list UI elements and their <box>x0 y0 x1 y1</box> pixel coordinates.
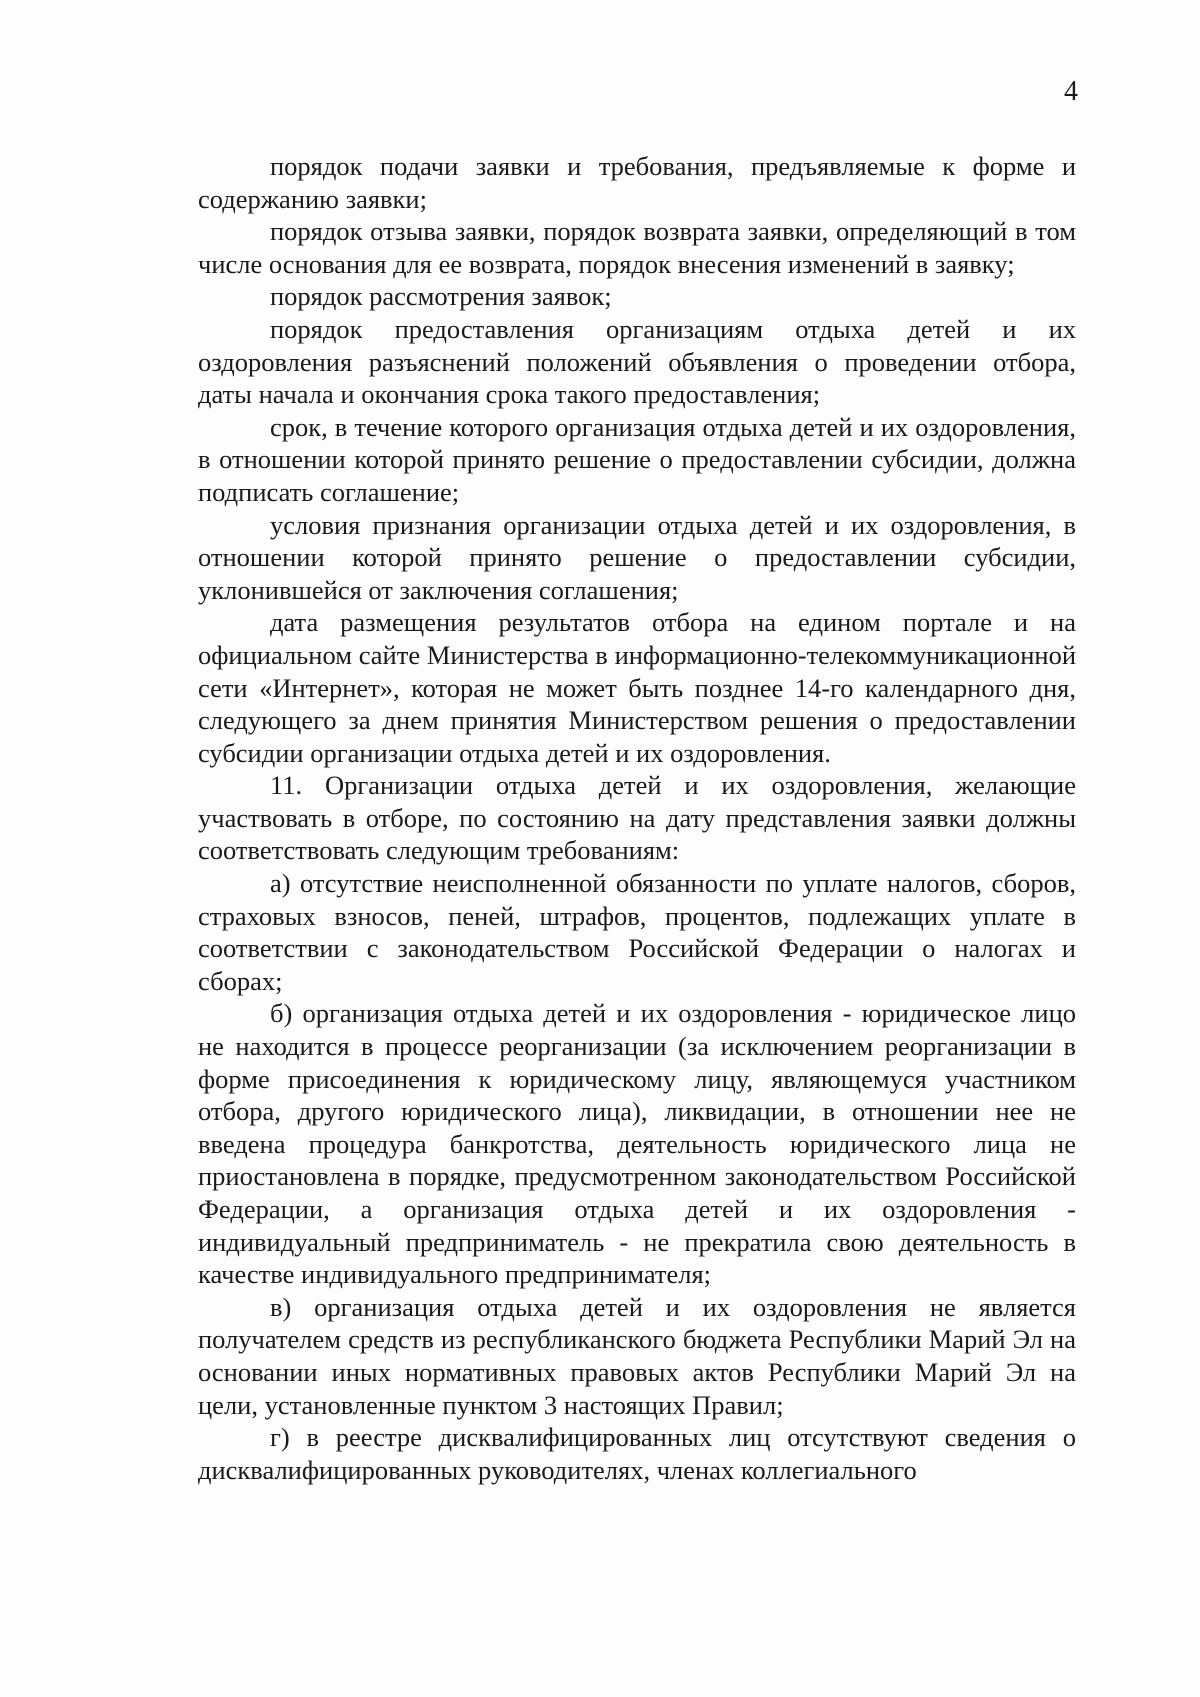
paragraph: г) в реестре дисквалифицированных лиц отсутствуют сведения о дисквалифицированных руководителях, членах коллегиального <box>198 1422 1076 1485</box>
paragraph: дата размещения результатов отбора на едином портале и на официальном сайте Министерства в информационно-телекоммуникационной сети «Интернет», которая не может быть позднее 14-го календарного дня, следующего за днем принятия Министерством решения о предоставлении субсидии организации отдыха детей и их оздоровления. <box>198 607 1076 768</box>
paragraph: порядок подачи заявки и требования, предъявляемые к форме и содержанию заявки; <box>198 151 1076 214</box>
page-number: 4 <box>1064 76 1078 107</box>
paragraph: порядок отзыва заявки, порядок возврата заявки, определяющий в том числе основания для ее возврата, порядок внесения изменений в заявку; <box>198 216 1076 279</box>
paragraph: 11. Организации отдыха детей и их оздоровления, желающие участвовать в отборе, по состоянию на дату представления заявки должны соответствовать следующим требованиям: <box>198 770 1076 866</box>
paragraph: порядок предоставления организациям отдыха детей и их оздоровления разъяснений положений объявления о проведении отбора, даты начала и окончания срока такого предоставления; <box>198 313 1076 410</box>
document-body <box>198 150 1076 1486</box>
paragraph: б) организация отдыха детей и их оздоровления - юридическое лицо не находится в процессе реорганизации (за исключением реорганизации в форме присоединения к юридическому лицу, являющемуся участником отбора, другого юридического лица), ликвидации, в отношении нее не введена процедура банкротства, деятельность юридического лица не приостановлена в порядке, предусмотренном законодательством Российской Федерации, а организация отдыха детей и их оздоровления - индивидуальный предприниматель - не прекратила свою деятельность в качестве индивидуального предпринимателя; <box>198 998 1076 1290</box>
paragraph: в) организация отдыха детей и их оздоровления не является получателем средств из республиканского бюджета Республики Марий Эл на основании иных нормативных правовых актов Республики Марий Эл на цели, установленные пунктом 3 настоящих Правил; <box>198 1291 1076 1420</box>
paragraph: порядок рассмотрения заявок; <box>270 281 612 312</box>
paragraph: условия признания организации отдыха детей и их оздоровления, в отношении которой принято решение о предоставлении субсидии, уклонившейся от заключения соглашения; <box>198 509 1076 605</box>
paragraph: а) отсутствие неисполненной обязанности по уплате налогов, сборов, страховых взносов, пеней, штрафов, процентов, подлежащих уплате в соответствии с законодательством Российской Федерации о налогах и сборах; <box>198 868 1076 996</box>
paragraph: срок, в течение которого организация отдыха детей и их оздоровления, в отношении которой принято решение о предоставлении субсидии, должна подписать соглашение; <box>198 411 1076 507</box>
